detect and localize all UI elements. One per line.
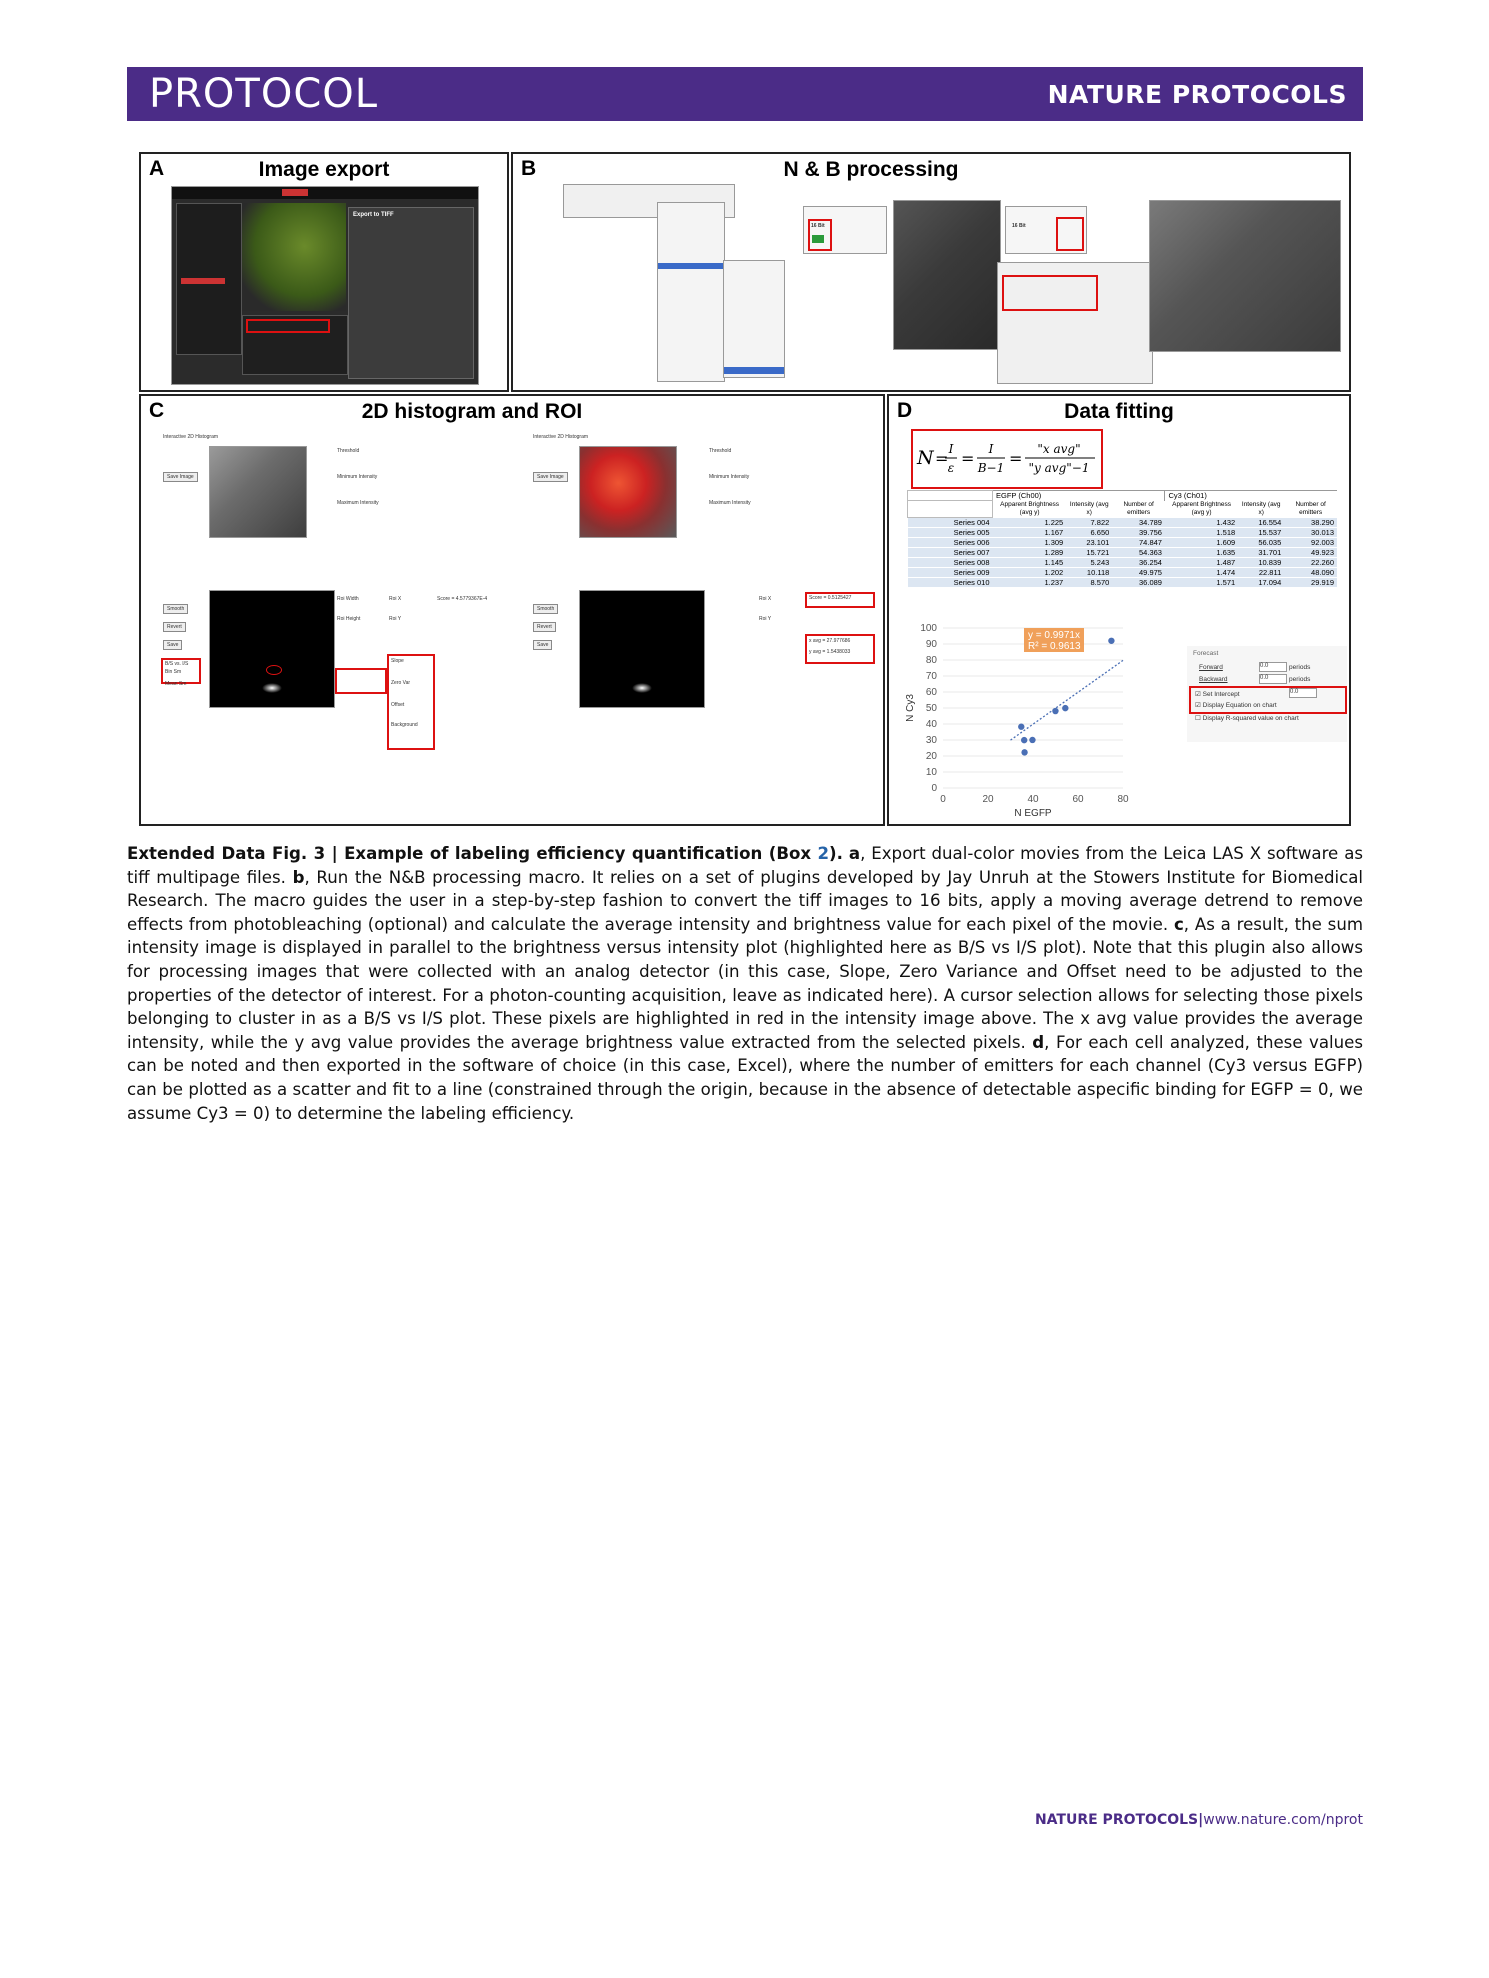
bit-label-2: 16 Bit: [1012, 223, 1026, 229]
value-cell: 31.701: [1238, 547, 1284, 557]
value-cell: 10.839: [1238, 557, 1284, 567]
pixel-cluster-left: [262, 683, 282, 693]
table-header-cell: [908, 501, 993, 518]
eq-f1-num: I: [948, 442, 954, 456]
caption-c-label: c: [1173, 914, 1184, 934]
y-tick-label: 80: [925, 655, 937, 666]
display-eq-label: Display Equation on chart: [1202, 702, 1277, 709]
field-min-left: Minimum Intensity: [337, 474, 378, 480]
series-name-cell: Series 009: [908, 567, 993, 577]
highlight-box: [246, 319, 330, 333]
offset-left: Offset: [391, 702, 405, 708]
field-threshold-left: Threshold: [337, 448, 360, 454]
group-egfp: EGFP (Ch00): [993, 491, 1165, 501]
value-cell: 22.260: [1284, 557, 1337, 567]
scatter-point: [1018, 724, 1024, 730]
trendline: [1011, 660, 1124, 740]
forward-unit: periods: [1289, 664, 1311, 671]
nb-window-1: [803, 206, 887, 254]
table-header-cell: Intensity (avg x): [1069, 500, 1109, 516]
table-group-row: [908, 491, 1338, 501]
caption-b-label: b: [292, 867, 305, 887]
y-tick-label: 20: [925, 751, 937, 762]
y-tick-label: 10: [925, 767, 937, 778]
yavg-right: y avg = 1.5438033: [809, 649, 851, 655]
leica-bottom-panel: [242, 315, 348, 375]
save-right[interactable]: Save: [533, 640, 552, 650]
section-label: PROTOCOL: [149, 71, 379, 117]
revert-right[interactable]: Revert: [533, 622, 556, 632]
intensity-image-left: [209, 446, 307, 538]
gray-image-1: [893, 200, 1001, 350]
x-tick-labels: [940, 794, 1129, 805]
panel-a-label: A: [149, 157, 165, 180]
zerovar-left: Zero Var: [391, 680, 411, 686]
data-points: [1018, 638, 1115, 756]
y-tick-labels: [920, 623, 937, 794]
imagej-submenu: [723, 260, 785, 378]
caption-d-label: d: [1032, 1032, 1045, 1052]
caption-b-text: , Run the N&B processing macro. It relies on a set of plugins developed by Jay Unruh at the Stowers Institute for Biomedical Research. The macro guides the user in a step-by-step fashion to convert the tiff images to 16 bits, apply a moving average detrend to remove effects from photobleaching (optional) and calculate the average intensity and brightness value for each pixel of the movie.: [127, 867, 1363, 934]
value-cell: 1.432: [1165, 517, 1238, 527]
value-cell: 22.811: [1238, 567, 1284, 577]
menu-highlight: [658, 263, 724, 269]
value-cell: 56.035: [1238, 537, 1284, 547]
backward-input[interactable]: 0.0: [1259, 674, 1287, 684]
value-cell: 38.290: [1284, 517, 1337, 527]
panel-c-label: C: [149, 399, 165, 422]
figure-caption: [127, 842, 1363, 1125]
xavg-right: x avg = 27.977686: [809, 638, 851, 644]
series-name-cell: Series 010: [908, 577, 993, 587]
table-row: [908, 517, 1338, 527]
scatter-point: [1108, 638, 1114, 644]
value-cell: 17.094: [1238, 577, 1284, 587]
value-cell: 23.101: [1066, 537, 1112, 547]
series-name-cell: Series 005: [908, 527, 993, 537]
panel-b-label: B: [521, 157, 537, 180]
set-intercept-checkbox[interactable]: ☑ Set Intercept: [1195, 691, 1240, 698]
figure: [139, 152, 1351, 824]
value-cell: 1.167: [993, 527, 1067, 537]
value-cell: 54.363: [1112, 547, 1165, 557]
x-tick-label: 20: [982, 794, 994, 805]
intercept-input[interactable]: 0.0: [1289, 688, 1317, 698]
value-cell: 49.923: [1284, 547, 1337, 557]
field-min-right: Minimum Intensity: [709, 474, 750, 480]
eq-f2-num: I: [988, 442, 994, 456]
set-intercept-label: Set Intercept: [1202, 691, 1240, 698]
nb-processing-item: [724, 367, 784, 374]
slope-left: Slope: [391, 658, 404, 664]
value-cell: 1.202: [993, 567, 1067, 577]
value-cell: 1.237: [993, 577, 1067, 587]
table-row: [908, 547, 1338, 557]
table-body: [908, 517, 1338, 587]
data-table: [907, 490, 1337, 587]
scatter-point: [1021, 737, 1027, 743]
caption-a-text: , Export dual-color movies from the Leica LAS X software as tiff multipage files.: [127, 844, 1364, 887]
x-tick-label: 0: [940, 794, 946, 805]
options-highlight: [1002, 275, 1098, 311]
forward-input[interactable]: 0.0: [1259, 662, 1287, 672]
caption-title-end: ).: [829, 844, 843, 863]
display-eq-checkbox[interactable]: ☑ Display Equation on chart: [1195, 702, 1277, 709]
forecast-panel: [1187, 646, 1347, 742]
imagej-plugin-menu: [657, 202, 725, 382]
panel-d-label: D: [897, 399, 913, 422]
footer-journal: NATURE PROTOCOLS: [1034, 1812, 1199, 1828]
save-image-left[interactable]: Save Image: [163, 472, 198, 482]
gray-image-2: [1149, 200, 1341, 352]
nb-equation: [911, 429, 1103, 489]
value-cell: 1.518: [1165, 527, 1238, 537]
scatter-chart: [903, 620, 1143, 818]
backward-unit: periods: [1289, 676, 1311, 683]
display-r2-checkbox[interactable]: ☐ Display R-squared value on chart: [1195, 715, 1299, 722]
x-tick-label: 80: [1117, 794, 1129, 805]
histogram-plot-right: [579, 590, 705, 708]
trend-equation-label: y = 0.9971x: [1028, 630, 1080, 641]
panel-c: [139, 394, 885, 826]
value-cell: 1.487: [1165, 557, 1238, 567]
table-header-row: [908, 501, 1338, 518]
background-left: Background: [391, 722, 418, 728]
radio-bs-left[interactable]: B/S vs. I/S: [165, 661, 189, 667]
score-left: Score = 4.5779367E-4: [437, 596, 488, 602]
value-cell: 15.537: [1238, 527, 1284, 537]
table-row: [908, 577, 1338, 587]
eq-f3-num: "x avg": [1037, 442, 1081, 456]
table-header-cell: Apparent Brightness (avg y): [1000, 500, 1060, 516]
forecast-backward: Backward: [1199, 676, 1228, 683]
footer-url[interactable]: www.nature.com/nprot: [1203, 1812, 1363, 1828]
header-banner: [127, 67, 1363, 121]
value-cell: 16.554: [1238, 517, 1284, 527]
series-name-cell: Series 007: [908, 547, 993, 557]
save-image-right[interactable]: Save Image: [533, 472, 568, 482]
display-r2-label: Display R-squared value on chart: [1202, 715, 1299, 722]
caption-title: Extended Data Fig. 3 | Example of labeling efficiency quantification (Box: [127, 844, 818, 863]
value-cell: 34.789: [1112, 517, 1165, 527]
icon-highlight: [1056, 217, 1084, 251]
value-cell: 1.571: [1165, 577, 1238, 587]
export-dialog: [348, 207, 474, 379]
export-dialog-title: Export to TIFF: [353, 212, 394, 218]
value-cell: 1.309: [993, 537, 1067, 547]
page-footer: [1035, 1812, 1363, 1828]
x-tick-label: 40: [1027, 794, 1039, 805]
roi-y-left: Roi Y: [389, 616, 402, 622]
trend-r2-label: R² = 0.9613: [1028, 641, 1081, 652]
scatter-point: [1062, 705, 1068, 711]
table-header-cell: Intensity (avg x): [1241, 500, 1281, 516]
bit-label-1: 16 Bit: [811, 223, 825, 229]
y-axis-label: N Cy3: [905, 694, 916, 722]
leica-screenshot: [171, 186, 479, 385]
panel-a-title: Image export: [258, 158, 390, 181]
x-axis-label: N EGFP: [1014, 808, 1052, 818]
leica-titlebar: [172, 187, 478, 199]
value-cell: 74.847: [1112, 537, 1165, 547]
eq-f3-den: "y avg"−1: [1028, 461, 1090, 475]
value-cell: 15.721: [1066, 547, 1112, 557]
value-cell: 7.822: [1066, 517, 1112, 527]
roi-height-left: Roi Height: [337, 616, 361, 622]
value-cell: 1.225: [993, 517, 1067, 527]
y-tick-label: 90: [925, 639, 937, 650]
save-left[interactable]: Save: [163, 640, 182, 650]
panel-d-title: Data fitting: [1064, 400, 1174, 423]
red-tab: [282, 189, 308, 196]
scatter-point: [1021, 749, 1027, 755]
smooth-left[interactable]: Smooth: [163, 604, 188, 614]
y-tick-label: 70: [925, 671, 937, 682]
revert-left[interactable]: Revert: [163, 622, 186, 632]
value-cell: 5.243: [1066, 557, 1112, 567]
score-right: Score = 0.5125427: [809, 595, 852, 601]
table-header-cell: Number of emitters: [1295, 500, 1326, 516]
oval-roi-left: [266, 665, 282, 675]
caption-d-text: , For each cell analyzed, these values can be noted and then exported in the software of choice (in this case, Excel), where the number of emitters for each channel (Cy3 versus EGFP) can be plotted as a scatter and fit to a line (constrained through the origin, because in the absence of detectable aspecific binding for EGFP = 0, we assume Cy3 = 0) to determine the labeling efficiency.: [127, 1032, 1363, 1123]
value-cell: 1.609: [1165, 537, 1238, 547]
panel-c-title: 2D histogram and ROI: [361, 400, 583, 423]
smooth-right[interactable]: Smooth: [533, 604, 558, 614]
value-cell: 49.975: [1112, 567, 1165, 577]
value-cell: 6.650: [1066, 527, 1112, 537]
leica-sidebar: [176, 203, 242, 355]
field-max-left: Maximum Intensity: [337, 500, 379, 506]
table-row: [908, 557, 1338, 567]
eq-f1-den: ε: [947, 461, 955, 475]
table-row: [908, 537, 1338, 547]
series-name-cell: Series 004: [908, 517, 993, 527]
roi-x-right: Roi X: [759, 596, 772, 602]
table-row: [908, 567, 1338, 577]
y-tick-label: 60: [925, 687, 937, 698]
intensity-image-right: [579, 446, 677, 538]
panel-b-title: N & B processing: [783, 158, 959, 181]
window-title-left: Interactive 2D Histogram: [163, 434, 219, 440]
roi-x-left: Roi X: [389, 596, 402, 602]
table-header-cell: Apparent Brightness (avg y): [1172, 500, 1232, 516]
caption-a-label: a: [848, 844, 861, 863]
value-cell: 36.254: [1112, 557, 1165, 567]
value-cell: 1.635: [1165, 547, 1238, 557]
radio-bin-left[interactable]: Bin Sm: [165, 669, 182, 675]
value-cell: 39.756: [1112, 527, 1165, 537]
equation-svg: [913, 431, 1101, 487]
value-cell: 48.090: [1284, 567, 1337, 577]
eq-f2-den: B−1: [977, 461, 1005, 475]
svg-text:=: =: [935, 449, 949, 468]
roi-y-right: Roi Y: [759, 616, 772, 622]
value-cell: 1.289: [993, 547, 1067, 557]
scatter-point: [1029, 737, 1035, 743]
y-tick-label: 50: [925, 703, 937, 714]
caption-c-text: , As a result, the sum intensity image is displayed in parallel to the brightness versus intensity plot (highlighted here as B/S vs I/S plot). Note that this plugin also allows for processing images that were collected with an analog detector (in this case, Slope, Zero Variance and Offset need to be adjusted to the properties of the detector of interest. For a photon-counting acquisition, leave as indicated here). A cursor selection allows for selecting those pixels belonging to cluster in as a B/S vs I/S plot. These pixels are highlighted in red in the intensity image above. The x avg value provides the average intensity, while the y avg value provides the average brightness value extracted from the selected pixels.: [127, 914, 1363, 1052]
choose-images-dialog: [997, 262, 1153, 384]
window-title-right: Interactive 2D Histogram: [533, 434, 589, 440]
svg-text:=: =: [1009, 449, 1023, 468]
series-name-cell: Series 006: [908, 537, 993, 547]
panel-d: [887, 394, 1351, 826]
value-cell: 8.570: [1066, 577, 1112, 587]
y-tick-label: 40: [925, 719, 937, 730]
value-cell: 36.089: [1112, 577, 1165, 587]
pixel-cluster-right: [632, 683, 652, 693]
svg-text:=: =: [961, 449, 975, 468]
forecast-forward: Forward: [1199, 664, 1223, 671]
value-cell: 29.919: [1284, 577, 1337, 587]
value-cell: 10.118: [1066, 567, 1112, 577]
field-max-right: Maximum Intensity: [709, 500, 751, 506]
panel-b: [511, 152, 1351, 392]
caption-box-ref[interactable]: 2: [817, 844, 830, 863]
roi-width-left: Roi Width: [337, 596, 359, 602]
y-tick-label: 30: [925, 735, 937, 746]
leica-image-preview: [242, 203, 346, 311]
field-threshold-right: Threshold: [709, 448, 732, 454]
scatter-point: [1052, 708, 1058, 714]
group-cy3: Cy3 (Ch01): [1165, 491, 1337, 501]
value-cell: 30.013: [1284, 527, 1337, 537]
scale-highlight-left: [335, 668, 387, 694]
value-cell: 92.003: [1284, 537, 1337, 547]
histogram-plot-left: [209, 590, 335, 708]
x-tick-label: 60: [1072, 794, 1084, 805]
journal-label: NATURE PROTOCOLS: [1047, 80, 1347, 109]
eq-lhs: N: [917, 447, 934, 469]
y-tick-label: 100: [920, 623, 937, 634]
value-cell: 1.474: [1165, 567, 1238, 577]
nb-window-2: [1005, 206, 1087, 254]
radio-mean-left[interactable]: Mean Sm: [165, 681, 187, 687]
selected-row: [181, 278, 225, 284]
series-name-cell: Series 008: [908, 557, 993, 567]
table-header-cell: Number of emitters: [1123, 500, 1154, 516]
arrow-icon: [812, 235, 824, 243]
footer-separator: |: [1198, 1812, 1204, 1828]
table-row: [908, 527, 1338, 537]
value-cell: 1.145: [993, 557, 1067, 567]
y-tick-label: 0: [931, 783, 937, 794]
panel-a: [139, 152, 509, 392]
forecast-title: Forecast: [1193, 650, 1219, 657]
